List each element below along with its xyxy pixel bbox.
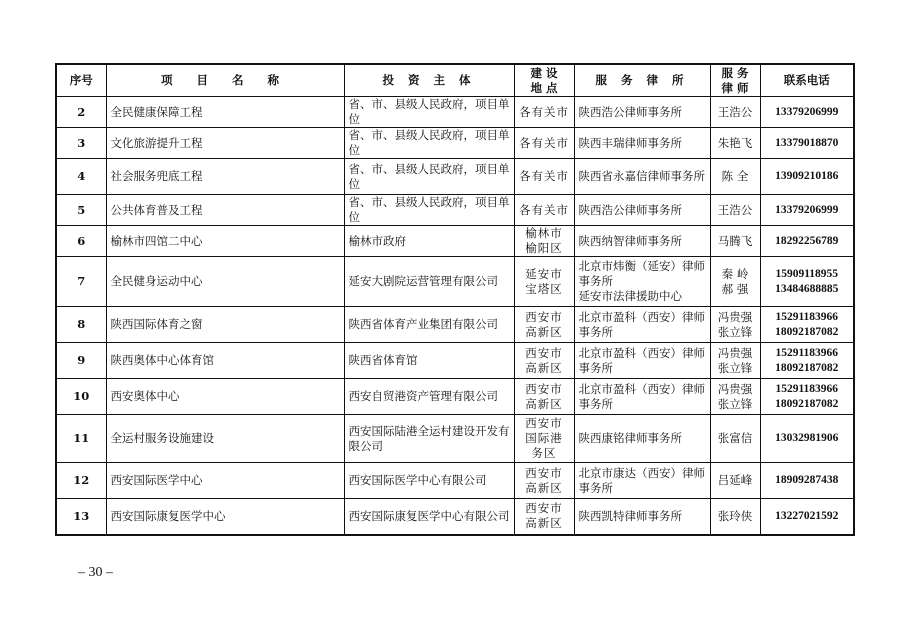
row-number: 4 [56, 159, 106, 195]
table-row [56, 97, 854, 128]
lawyer-name [710, 499, 760, 535]
phone-number-line: 18092187082 [775, 397, 839, 410]
lawyer-name [710, 226, 760, 257]
location-line: 榆阳区 [525, 241, 563, 255]
location [514, 97, 574, 128]
row-number: 13 [56, 499, 106, 535]
law-firm-line: 北京市盈科（西安）律师事务所 [578, 309, 705, 339]
law-firm-line: 陕西浩公律师事务所 [578, 202, 682, 217]
table-row [56, 128, 854, 159]
header-location [514, 64, 574, 97]
row-number: 11 [56, 415, 106, 463]
header-location-line: 建 设 [530, 65, 558, 80]
location-line: 高新区 [525, 480, 563, 495]
row-number: 5 [56, 195, 106, 226]
lawyer-name-line: 郝 强 [721, 281, 749, 296]
lawyer-name-line: 张富信 [717, 431, 753, 445]
lawyer-name [710, 195, 760, 226]
lawyer-name [710, 379, 760, 415]
location [514, 415, 574, 463]
lawyer-name-line: 吕延峰 [717, 473, 753, 487]
phone-number-line: 15291183966 [775, 346, 839, 359]
law-firm-line: 北京市炜衡（延安）律师事务所 [578, 259, 705, 288]
lawyer-name-line: 张玲侠 [717, 508, 753, 523]
lawyer-name-line: 马腾飞 [717, 233, 753, 248]
project-name: 西安国际康复医学中心 [106, 499, 344, 535]
project-name: 西安国际医学中心 [106, 463, 344, 499]
project-name: 全运村服务设施建设 [106, 415, 344, 463]
lawyer-name [710, 307, 760, 343]
law-firm [574, 343, 710, 379]
location [514, 159, 574, 195]
law-firm-line: 陕西纳智律师事务所 [578, 233, 682, 248]
law-firm-line: 陕西浩公律师事务所 [578, 104, 682, 119]
project-name: 社会服务兜底工程 [106, 159, 344, 195]
law-firm [574, 307, 710, 343]
law-firm [574, 195, 710, 226]
lawyer-name [710, 343, 760, 379]
table-row [56, 415, 854, 463]
law-firm [574, 226, 710, 257]
lawyer-name-line: 冯贵强 [717, 309, 753, 324]
location-line: 国际港 [525, 431, 563, 445]
phone-number [760, 128, 854, 159]
location-line: 西安市 [525, 381, 563, 396]
table-row [56, 307, 854, 343]
investor: 榆林市政府 [344, 226, 514, 257]
header-lawyer-line: 律 师 [721, 80, 749, 95]
location-line: 榆林市 [525, 226, 563, 240]
row-number: 12 [56, 463, 106, 499]
location-line: 西安市 [525, 416, 563, 430]
location [514, 343, 574, 379]
phone-number-line: 13379018870 [775, 136, 839, 149]
project-name: 全民健身运动中心 [106, 257, 344, 307]
header-project [106, 64, 344, 97]
table-row [56, 379, 854, 415]
phone-number [760, 195, 854, 226]
row-number: 6 [56, 226, 106, 257]
law-firm-line: 陕西丰瑞律师事务所 [578, 135, 682, 150]
phone-number [760, 499, 854, 535]
project-name: 文化旅游提升工程 [106, 128, 344, 159]
phone-number-line: 18092187082 [775, 325, 839, 338]
location-line: 西安市 [525, 309, 563, 324]
location-line: 各有关市 [519, 202, 569, 217]
law-firm [574, 415, 710, 463]
phone-number-line: 13227021592 [775, 509, 839, 522]
law-firm [574, 97, 710, 128]
location-line: 西安市 [525, 465, 563, 480]
phone-number-line: 15291183966 [775, 310, 839, 323]
lawyer-name [710, 257, 760, 307]
phone-number-line: 15291183966 [775, 382, 839, 395]
location-line: 高新区 [525, 396, 563, 411]
lawyer-name-line: 王浩公 [717, 104, 753, 119]
lawyer-name-line: 张立锋 [717, 324, 753, 339]
location-line: 高新区 [525, 516, 563, 531]
law-firm-line: 延安市法律援助中心 [578, 289, 682, 303]
investor: 西安国际医学中心有限公司 [344, 463, 514, 499]
lawyer-name-line: 秦 岭 [721, 266, 749, 281]
phone-number [760, 343, 854, 379]
investor: 省、市、县级人民政府，项目单位 [344, 159, 514, 195]
investor: 西安国际陆港全运村建设开发有限公司 [344, 415, 514, 463]
location [514, 195, 574, 226]
project-name: 陕西国际体育之窗 [106, 307, 344, 343]
phone-number-line: 13484688885 [775, 282, 839, 295]
table-body [56, 97, 854, 535]
header-no: 序号 [56, 64, 106, 97]
location [514, 463, 574, 499]
lawyer-name-line: 陈 全 [721, 169, 749, 183]
header-location-line: 地 点 [530, 80, 558, 95]
project-name: 公共体育普及工程 [106, 195, 344, 226]
phone-number-line: 18092187082 [775, 361, 839, 374]
table-row [56, 257, 854, 307]
location-line: 高新区 [525, 360, 563, 375]
location-line: 西安市 [525, 501, 563, 516]
location-line: 宝塔区 [525, 281, 563, 296]
lawyer-name [710, 463, 760, 499]
law-firm-line: 陕西康铭律师事务所 [578, 431, 682, 445]
location-line: 各有关市 [519, 104, 569, 119]
lawyer-name-line: 冯贵强 [717, 345, 753, 360]
row-number: 2 [56, 97, 106, 128]
lawyer-name-line: 张立锋 [717, 360, 753, 375]
phone-number [760, 307, 854, 343]
project-name: 陕西奥体中心体育馆 [106, 343, 344, 379]
phone-number-line: 13379206999 [775, 105, 839, 118]
location-line: 各有关市 [519, 169, 569, 183]
location-line: 西安市 [525, 345, 563, 360]
location [514, 379, 574, 415]
investor: 省、市、县级人民政府，项目单位 [344, 128, 514, 159]
table-row [56, 159, 854, 195]
lawyer-name [710, 97, 760, 128]
row-number: 9 [56, 343, 106, 379]
law-firm [574, 128, 710, 159]
row-number: 10 [56, 379, 106, 415]
investor: 西安国际康复医学中心有限公司 [344, 499, 514, 535]
lawyer-name [710, 159, 760, 195]
lawyer-name-line: 朱艳飞 [717, 135, 753, 150]
phone-number-line: 18909287438 [775, 474, 839, 486]
law-firm-line: 陕西凯特律师事务所 [578, 508, 682, 523]
table-row [56, 343, 854, 379]
phone-number [760, 226, 854, 257]
location [514, 257, 574, 307]
location-line: 务区 [531, 446, 557, 460]
phone-number [760, 159, 854, 195]
investor: 西安自贸港资产管理有限公司 [344, 379, 514, 415]
investor: 延安大剧院运营管理有限公司 [344, 257, 514, 307]
law-firm-line: 陕西省永嘉信律师事务所 [578, 169, 705, 183]
header-firm-label: 服 务 律 所 [595, 73, 689, 87]
lawyer-name [710, 128, 760, 159]
lawyer-name [710, 415, 760, 463]
header-lawyer-line: 服 务 [721, 65, 749, 80]
investor: 省、市、县级人民政府，项目单位 [344, 195, 514, 226]
phone-number-line: 13379206999 [775, 203, 839, 216]
lawyer-service-table [55, 63, 855, 536]
header-investor [344, 64, 514, 97]
phone-number-line: 13909210186 [775, 170, 839, 182]
phone-number [760, 257, 854, 307]
project-name: 西安奥体中心 [106, 379, 344, 415]
law-firm [574, 159, 710, 195]
phone-number [760, 463, 854, 499]
investor: 陕西省体育产业集团有限公司 [344, 307, 514, 343]
table-row [56, 226, 854, 257]
project-name: 全民健康保障工程 [106, 97, 344, 128]
header-row [56, 64, 854, 97]
location [514, 226, 574, 257]
law-firm [574, 499, 710, 535]
lawyer-name-line: 王浩公 [717, 202, 753, 217]
lawyer-name-line: 张立锋 [717, 396, 753, 411]
location [514, 128, 574, 159]
project-name: 榆林市四馆二中心 [106, 226, 344, 257]
phone-number [760, 415, 854, 463]
location-line: 各有关市 [519, 135, 569, 150]
phone-number [760, 379, 854, 415]
investor: 陕西省体育馆 [344, 343, 514, 379]
location-line: 高新区 [525, 324, 563, 339]
table-row [56, 195, 854, 226]
lawyer-name-line: 冯贵强 [717, 381, 753, 396]
header-lawyer [710, 64, 760, 97]
law-firm-line: 北京市盈科（西安）律师事务所 [578, 381, 705, 411]
law-firm [574, 379, 710, 415]
header-project-label: 项 目 名 称 [160, 73, 289, 87]
law-firm-line: 北京市康达（西安）律师事务所 [578, 465, 705, 495]
law-firm [574, 257, 710, 307]
header-firm [574, 64, 710, 97]
table-row [56, 463, 854, 499]
row-number: 8 [56, 307, 106, 343]
page-number: – 30 – [78, 565, 113, 580]
phone-number-line: 13032981906 [775, 432, 839, 444]
investor: 省、市、县级人民政府，项目单位 [344, 97, 514, 128]
law-firm [574, 463, 710, 499]
location [514, 499, 574, 535]
phone-number-line: 18292256789 [775, 234, 839, 247]
header-investor-label: 投 资 主 体 [382, 73, 476, 87]
table-row [56, 499, 854, 535]
row-number: 7 [56, 257, 106, 307]
location [514, 307, 574, 343]
header-phone: 联系电话 [760, 64, 854, 97]
phone-number [760, 97, 854, 128]
phone-number-line: 15909118955 [775, 267, 839, 280]
row-number: 3 [56, 128, 106, 159]
law-firm-line: 北京市盈科（西安）律师事务所 [578, 345, 705, 375]
location-line: 延安市 [525, 266, 563, 281]
